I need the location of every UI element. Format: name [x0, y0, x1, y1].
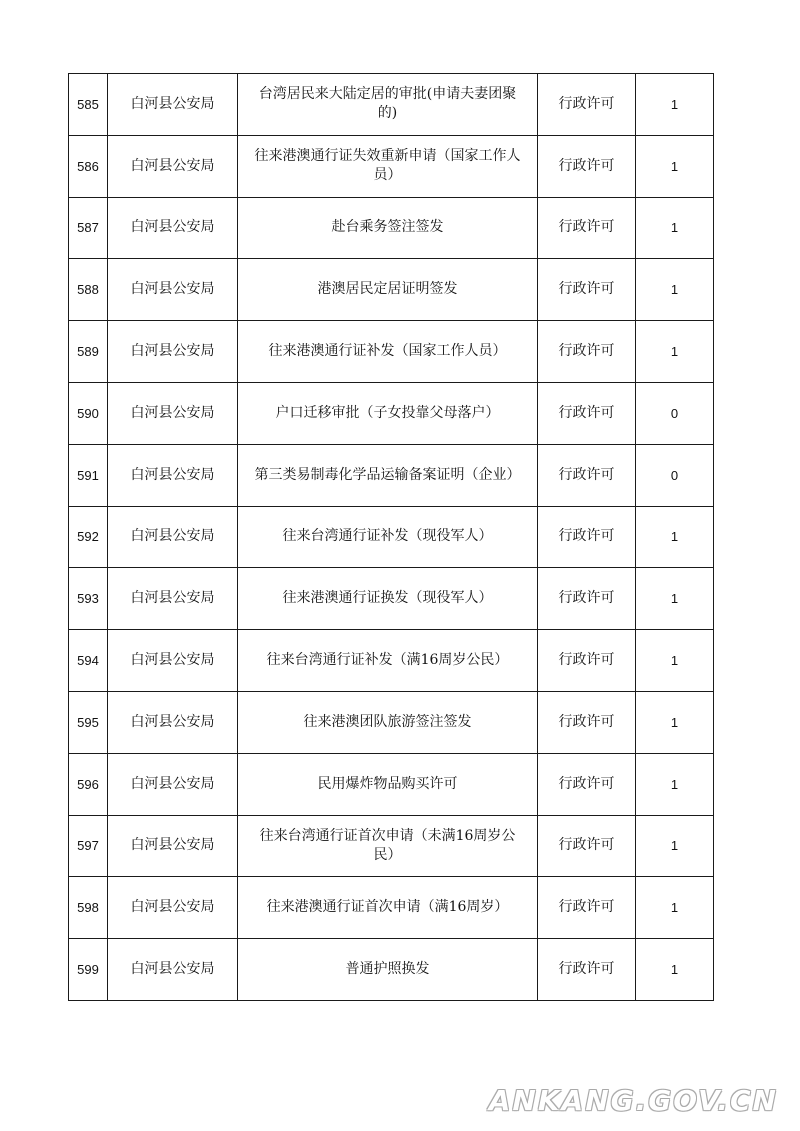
item-name-cell: 往来港澳团队旅游签注签发 [238, 691, 538, 753]
item-type-cell: 行政许可 [538, 630, 636, 692]
table-row [69, 815, 714, 877]
count-cell: 1 [636, 753, 714, 815]
department-cell: 白河县公安局 [108, 630, 238, 692]
row-number-cell: 598 [69, 877, 108, 939]
row-number-cell: 587 [69, 197, 108, 259]
item-type-cell: 行政许可 [538, 939, 636, 1001]
count-cell: 0 [636, 382, 714, 444]
department-cell: 白河县公安局 [108, 815, 238, 877]
department-cell: 白河县公安局 [108, 259, 238, 321]
item-type-cell: 行政许可 [538, 74, 636, 136]
table-row [69, 691, 714, 753]
item-type-cell: 行政许可 [538, 197, 636, 259]
department-cell: 白河县公安局 [108, 877, 238, 939]
row-number-cell: 599 [69, 939, 108, 1001]
count-cell: 1 [636, 259, 714, 321]
department-cell: 白河县公安局 [108, 568, 238, 630]
item-name-cell: 往来台湾通行证补发（现役军人） [238, 506, 538, 568]
department-cell: 白河县公安局 [108, 444, 238, 506]
table-row [69, 568, 714, 630]
item-name-cell: 台湾居民来大陆定居的审批(申请夫妻团聚的) [238, 74, 538, 136]
table-row [69, 753, 714, 815]
item-type-cell: 行政许可 [538, 753, 636, 815]
department-cell: 白河县公安局 [108, 753, 238, 815]
item-name-cell: 往来港澳通行证失效重新申请（国家工作人员） [238, 135, 538, 197]
item-name-cell: 港澳居民定居证明签发 [238, 259, 538, 321]
item-type-cell: 行政许可 [538, 506, 636, 568]
table-row [69, 321, 714, 383]
row-number-cell: 589 [69, 321, 108, 383]
count-cell: 1 [636, 939, 714, 1001]
table-row [69, 259, 714, 321]
table-row [69, 877, 714, 939]
row-number-cell: 593 [69, 568, 108, 630]
item-name-cell: 往来港澳通行证补发（国家工作人员） [238, 321, 538, 383]
count-cell: 0 [636, 444, 714, 506]
item-name-cell: 户口迁移审批（子女投靠父母落户） [238, 382, 538, 444]
item-type-cell: 行政许可 [538, 815, 636, 877]
table-row [69, 630, 714, 692]
item-type-cell: 行政许可 [538, 382, 636, 444]
table-row [69, 939, 714, 1001]
count-cell: 1 [636, 197, 714, 259]
department-cell: 白河县公安局 [108, 321, 238, 383]
department-cell: 白河县公安局 [108, 197, 238, 259]
row-number-cell: 592 [69, 506, 108, 568]
table-row [69, 506, 714, 568]
count-cell: 1 [636, 74, 714, 136]
site-watermark: ANKANG.GOV.CN [488, 1084, 778, 1117]
row-number-cell: 590 [69, 382, 108, 444]
department-cell: 白河县公安局 [108, 691, 238, 753]
table-body [69, 74, 714, 1001]
item-name-cell: 赴台乘务签注签发 [238, 197, 538, 259]
item-name-cell: 普通护照换发 [238, 939, 538, 1001]
service-table [68, 73, 714, 1001]
department-cell: 白河县公安局 [108, 135, 238, 197]
item-name-cell: 往来台湾通行证补发（满16周岁公民） [238, 630, 538, 692]
row-number-cell: 591 [69, 444, 108, 506]
department-cell: 白河县公安局 [108, 939, 238, 1001]
department-cell: 白河县公安局 [108, 506, 238, 568]
count-cell: 1 [636, 506, 714, 568]
row-number-cell: 586 [69, 135, 108, 197]
count-cell: 1 [636, 877, 714, 939]
table-row [69, 444, 714, 506]
count-cell: 1 [636, 630, 714, 692]
item-type-cell: 行政许可 [538, 691, 636, 753]
item-name-cell: 往来港澳通行证换发（现役军人） [238, 568, 538, 630]
item-name-cell: 往来港澳通行证首次申请（满16周岁） [238, 877, 538, 939]
table-row [69, 135, 714, 197]
count-cell: 1 [636, 135, 714, 197]
row-number-cell: 585 [69, 74, 108, 136]
count-cell: 1 [636, 568, 714, 630]
department-cell: 白河县公安局 [108, 382, 238, 444]
count-cell: 1 [636, 691, 714, 753]
row-number-cell: 595 [69, 691, 108, 753]
table-row [69, 197, 714, 259]
department-cell: 白河县公安局 [108, 74, 238, 136]
item-type-cell: 行政许可 [538, 259, 636, 321]
row-number-cell: 588 [69, 259, 108, 321]
item-type-cell: 行政许可 [538, 321, 636, 383]
table-row [69, 74, 714, 136]
item-name-cell: 第三类易制毒化学品运输备案证明（企业） [238, 444, 538, 506]
row-number-cell: 594 [69, 630, 108, 692]
count-cell: 1 [636, 321, 714, 383]
item-name-cell: 往来台湾通行证首次申请（未满16周岁公民） [238, 815, 538, 877]
table-row [69, 382, 714, 444]
row-number-cell: 597 [69, 815, 108, 877]
item-type-cell: 行政许可 [538, 444, 636, 506]
row-number-cell: 596 [69, 753, 108, 815]
item-name-cell: 民用爆炸物品购买许可 [238, 753, 538, 815]
count-cell: 1 [636, 815, 714, 877]
item-type-cell: 行政许可 [538, 568, 636, 630]
item-type-cell: 行政许可 [538, 135, 636, 197]
item-type-cell: 行政许可 [538, 877, 636, 939]
